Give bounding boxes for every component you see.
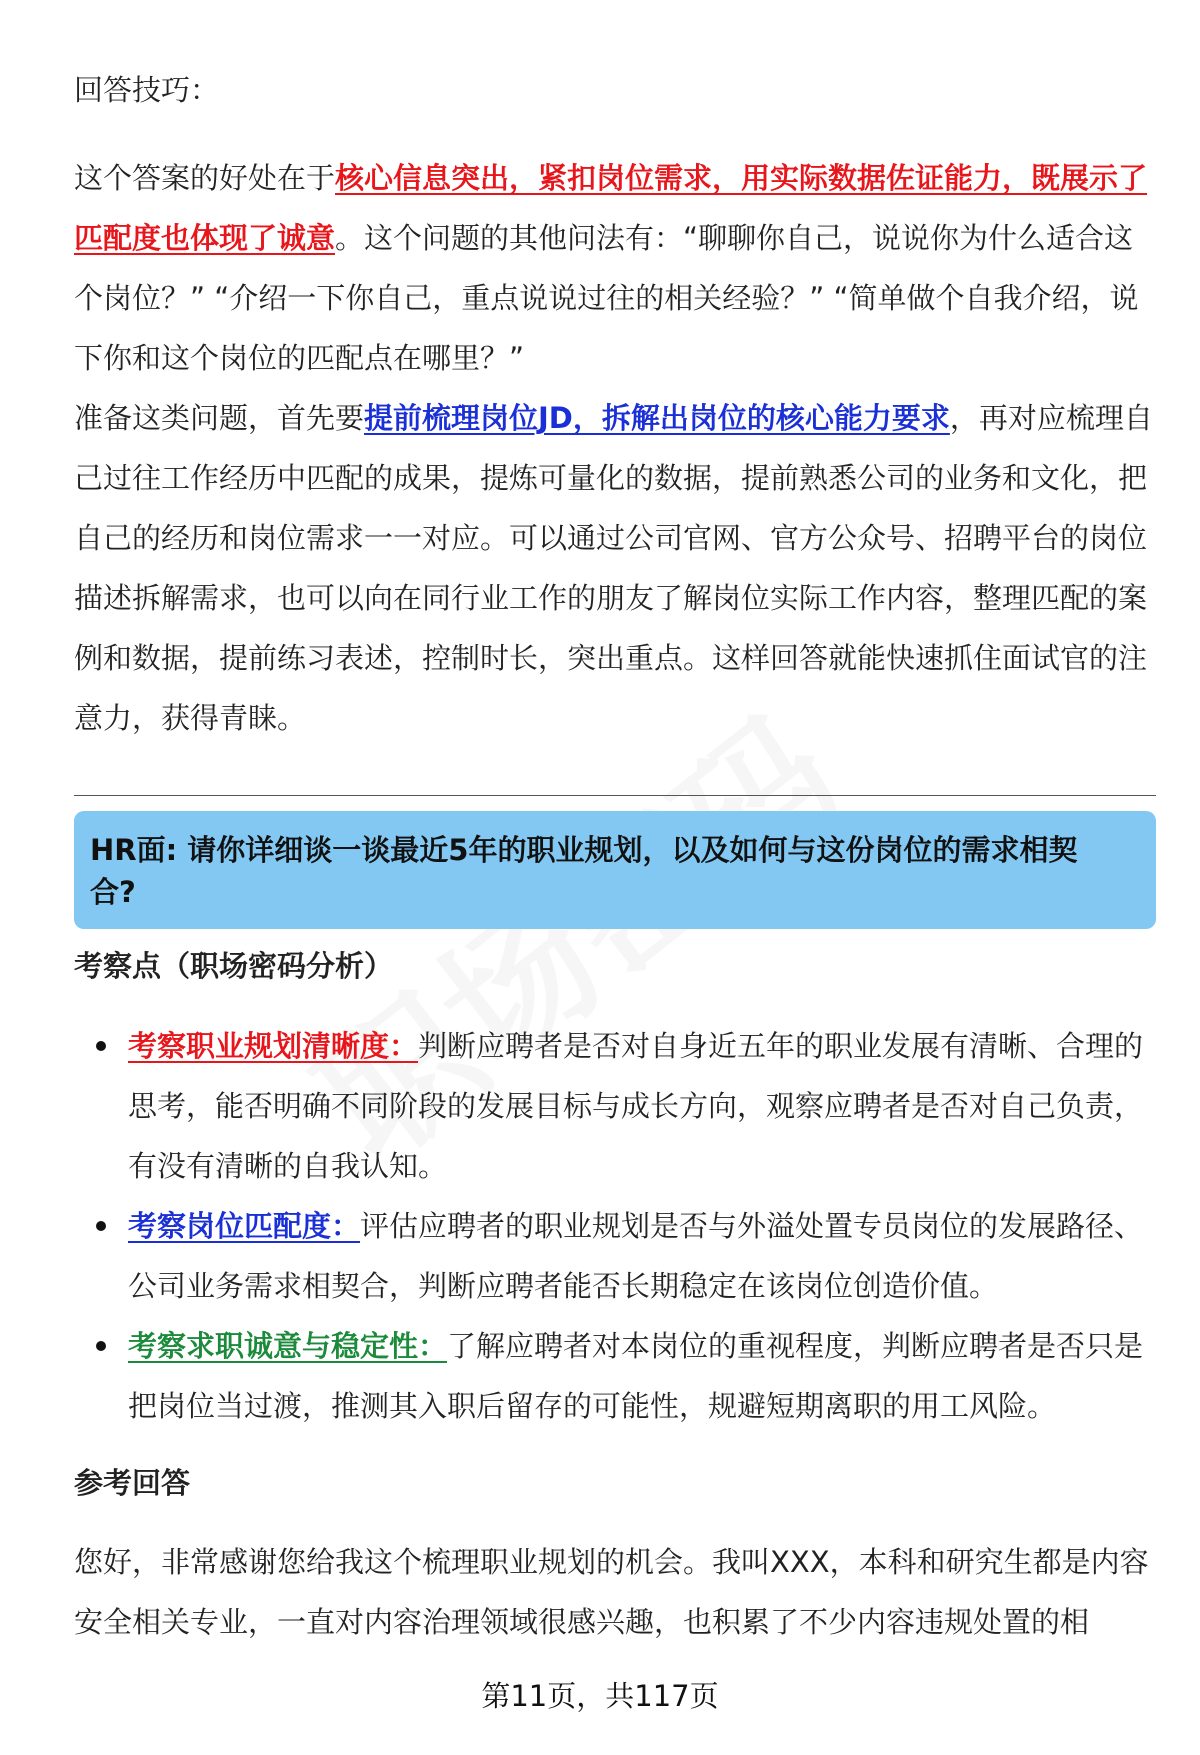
bullet-dot-icon xyxy=(96,1221,106,1231)
assessment-heading: 考察点（职场密码分析） xyxy=(74,949,394,983)
question-text: HR面: 请你详细谈一谈最近5年的职业规划，以及如何与这份岗位的需求相契合? xyxy=(90,833,1078,909)
assessment-text: 评估应聘者的职业规划是否与外溢处置专员岗位的发展路径、公司业务需求相契合，判断应聘者能否长期稳定在该岗位创造价值。 xyxy=(128,1209,1144,1303)
assessment-text: 判断应聘者是否对自身近五年的职业发展有清晰、合理的思考，能否明确不同阶段的发展目标与成长方向，观察应聘者是否对自己负责，有没有清晰的自我认知。 xyxy=(128,1029,1144,1183)
assessment-label: 考察职业规划清晰度： xyxy=(128,1029,419,1063)
key-point-highlight: 提前梳理岗位JD，拆解出岗位的核心能力要求 xyxy=(364,401,950,435)
list-item xyxy=(74,1316,1156,1436)
tips-paragraph xyxy=(74,148,1156,388)
preparation-paragraph xyxy=(74,388,1156,748)
reference-heading: 参考回答 xyxy=(74,1466,191,1500)
question-box xyxy=(74,811,1156,929)
section-divider xyxy=(74,795,1156,796)
list-item xyxy=(74,1016,1156,1196)
assessment-label: 考察岗位匹配度： xyxy=(128,1209,361,1243)
paragraph-rest: ，再对应梳理自己过往工作经历中匹配的成果，提炼可量化的数据，提前熟悉公司的业务和文化，把自己的经历和岗位需求一一对应。可以通过公司官网、官方公众号、招聘平台的岗位描述拆解需求，也可以向在同行业工作的朋友了解岗位实际工作内容，整理匹配的案例和数据，提前练习表述，控制时长，突出重点。这样回答就能快速抓住面试官的注意力，获得青睐。 xyxy=(74,401,1153,735)
reference-paragraph: 您好，非常感谢您给我这个梳理职业规划的机会。我叫XXX，本科和研究生都是内容安全相关专业，一直对内容治理领域很感兴趣，也积累了不少内容违规处置的相 xyxy=(74,1545,1149,1639)
assessment-text: 了解应聘者对本岗位的重视程度，判断应聘者是否只是把岗位当过渡，推测其入职后留存的可能性，规避短期离职的用工风险。 xyxy=(128,1329,1144,1423)
list-item xyxy=(74,1196,1156,1316)
assessment-list xyxy=(74,1016,1156,1436)
assessment-label: 考察求职诚意与稳定性： xyxy=(128,1329,448,1363)
key-point-highlight: 核心信息突出，紧扣岗位需求，用实际数据佐证能力，既展示了匹配度也体现了诚意 xyxy=(74,161,1148,255)
tips-heading: 回答技巧： xyxy=(74,73,220,107)
paragraph-lead: 准备这类问题，首先要 xyxy=(74,401,365,435)
paragraph-rest: 。这个问题的其他问法有：“聊聊你自己，说说你为什么适合这个岗位？” “介绍一下你自己，重点说说过往的相关经验？” “简单做个自我介绍，说下你和这个岗位的匹配点在哪里？” xyxy=(74,221,1139,375)
bullet-dot-icon xyxy=(96,1341,106,1351)
page-number: 第11页，共117页 xyxy=(481,1679,719,1713)
bullet-dot-icon xyxy=(96,1041,106,1051)
paragraph-lead: 这个答案的好处在于 xyxy=(74,161,336,195)
